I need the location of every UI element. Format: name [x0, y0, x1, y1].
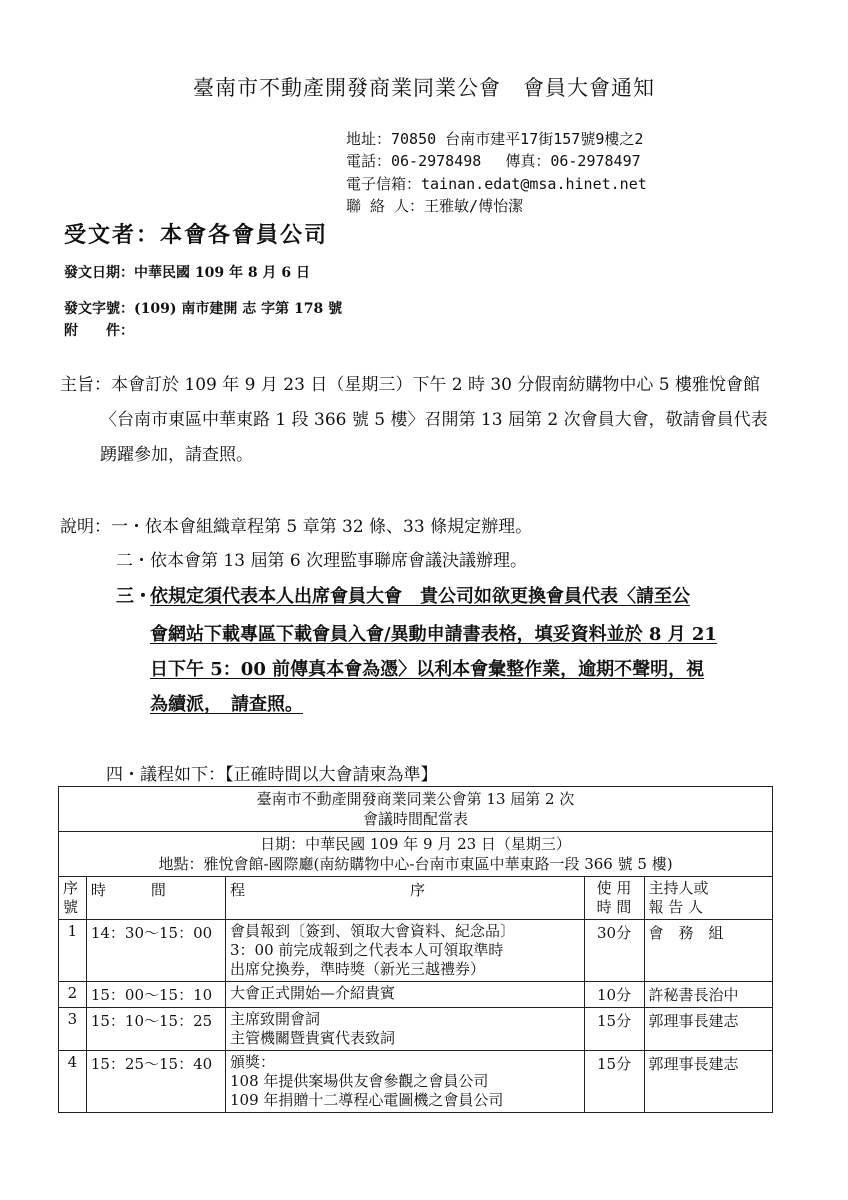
- doc-number: 發文字號：(109) 南市建開 志 字第 178 號: [64, 301, 343, 317]
- attachment-label: 附 件：: [64, 323, 134, 339]
- row-number: 4: [59, 1051, 87, 1113]
- col-header-host-2: 報 告 人: [648, 898, 704, 916]
- recipient: 受文者：本會各會員公司: [64, 222, 329, 248]
- row-duration: 30分: [584, 920, 644, 982]
- col-header-host: [644, 877, 772, 920]
- agenda-header-row: [59, 787, 773, 832]
- table-row: [59, 1008, 773, 1051]
- row-duration: 15分: [584, 1008, 644, 1051]
- agenda-date: 日期：中華民國 109 年 9 月 23 日（星期三）: [260, 835, 571, 853]
- agenda-header-subtitle: 會議時間配當表: [362, 810, 468, 828]
- explanation-item-3-prefix: 三・: [116, 586, 152, 607]
- program-line: 主管機關暨貴賓代表致詞: [229, 1029, 395, 1047]
- subject-line-1: 主旨：本會訂於 109 年 9 月 23 日（星期三）下午 2 時 30 分假南紡購物中心 5 樓雅悅會館: [60, 375, 761, 395]
- row-host: 許秘書長治中: [644, 982, 772, 1008]
- agenda-date-venue-row: [59, 832, 773, 877]
- explanation-item-3-line-3: 日下午 5：00 前傳真本會為憑〉以利本會彙整作業，逾期不聲明，視: [150, 659, 705, 680]
- row-program: [225, 982, 584, 1008]
- agenda-column-headers: [59, 877, 773, 920]
- agenda-table: [58, 786, 773, 1113]
- document-title: 臺南市不動產開發商業同業公會 會員大會通知: [193, 76, 655, 100]
- table-row: [59, 920, 773, 982]
- explanation-item-3-line-4: 為續派， 請查照。: [150, 694, 303, 715]
- agenda-header-title: 臺南市不動產開發商業同業公會第 13 屆第 2 次: [256, 790, 575, 808]
- row-time: 15：00～15：10: [86, 982, 225, 1008]
- row-number: 3: [59, 1008, 87, 1051]
- row-host: 郭理事長建志: [644, 1051, 772, 1113]
- agenda-venue: 地點：雅悅會館-國際廳(南紡購物中心-台南市東區中華東路一段 366 號 5 樓): [158, 855, 673, 873]
- row-host: 會 務 組: [644, 920, 772, 982]
- program-line: 頒獎：: [229, 1053, 275, 1071]
- col-header-program: 程 序: [225, 877, 584, 920]
- row-duration: 15分: [584, 1051, 644, 1113]
- program-line: 109 年捐贈十二導程心電圖機之會員公司: [229, 1091, 504, 1109]
- explanation-item-3-line-2: 會網站下載專區下載會員入會/異動申請書表格，填妥資料並於 8 月 21: [150, 624, 717, 645]
- program-line: 108 年提供案場供友會參觀之會員公司: [229, 1072, 489, 1090]
- issue-date: 發文日期：中華民國 109 年 8 月 6 日: [64, 265, 310, 281]
- row-time: 15：10～15：25: [86, 1008, 225, 1051]
- subject-line-2: 〈台南市東區中華東路 1 段 366 號 5 樓〉召開第 13 屆第 2 次會員大會，敬請會員代表: [100, 410, 768, 430]
- col-header-time: 時 間: [86, 877, 225, 920]
- program-line: 大會正式開始—介紹貴賓: [229, 984, 395, 1002]
- subject-line-3: 踴躍參加，請查照。: [100, 445, 253, 465]
- address-line: 地址：70850 台南市建平17街157號9樓之2: [346, 130, 644, 148]
- explanation-item-1: 說明：一・依本會組織章程第 5 章第 32 條、33 條規定辦理。: [60, 517, 533, 537]
- explanation-item-2: 二・依本會第 13 屆第 6 次理監事聯席會議決議辦理。: [116, 551, 528, 571]
- col-header-duration-1: 使 用: [596, 879, 632, 897]
- col-header-duration-2: 時 間: [596, 898, 632, 916]
- row-number: 1: [59, 920, 87, 982]
- row-program: [225, 1051, 584, 1113]
- row-duration: 10分: [584, 982, 644, 1008]
- explanation-item-3-line-1: 依規定須代表本人出席會員大會 貴公司如欲更換會員代表〈請至公: [150, 586, 690, 607]
- email-line: 電子信箱：tainan.edat@msa.hinet.net: [346, 175, 647, 193]
- row-time: 14：30～15：00: [86, 920, 225, 982]
- col-header-no: 序 號: [59, 877, 87, 920]
- contact-person-line: 聯 絡 人：王雅敏/傅怡潔: [346, 197, 524, 215]
- col-header-duration: [584, 877, 644, 920]
- table-row: [59, 982, 773, 1008]
- agenda-rows: [59, 920, 773, 1113]
- program-line: 出席兌換券，準時獎（新光三越禮券）: [229, 960, 485, 978]
- program-line: 主席致開會詞: [229, 1010, 320, 1028]
- row-program: [225, 1008, 584, 1051]
- row-number: 2: [59, 982, 87, 1008]
- row-host: 郭理事長建志: [644, 1008, 772, 1051]
- agenda-intro: 四・議程如下：【正確時間以大會請柬為準】: [106, 765, 438, 785]
- program-line: 3：00 前完成報到之代表本人可領取準時: [229, 941, 504, 959]
- col-header-host-1: 主持人或: [648, 879, 709, 897]
- row-program: [225, 920, 584, 982]
- row-time: 15：25～15：40: [86, 1051, 225, 1113]
- program-line: 會員報到〔簽到、領取大會資料、紀念品〕: [229, 922, 515, 940]
- table-row: [59, 1051, 773, 1113]
- phone-fax-line: 電話：06-2978498 傳真：06-2978497: [346, 152, 641, 170]
